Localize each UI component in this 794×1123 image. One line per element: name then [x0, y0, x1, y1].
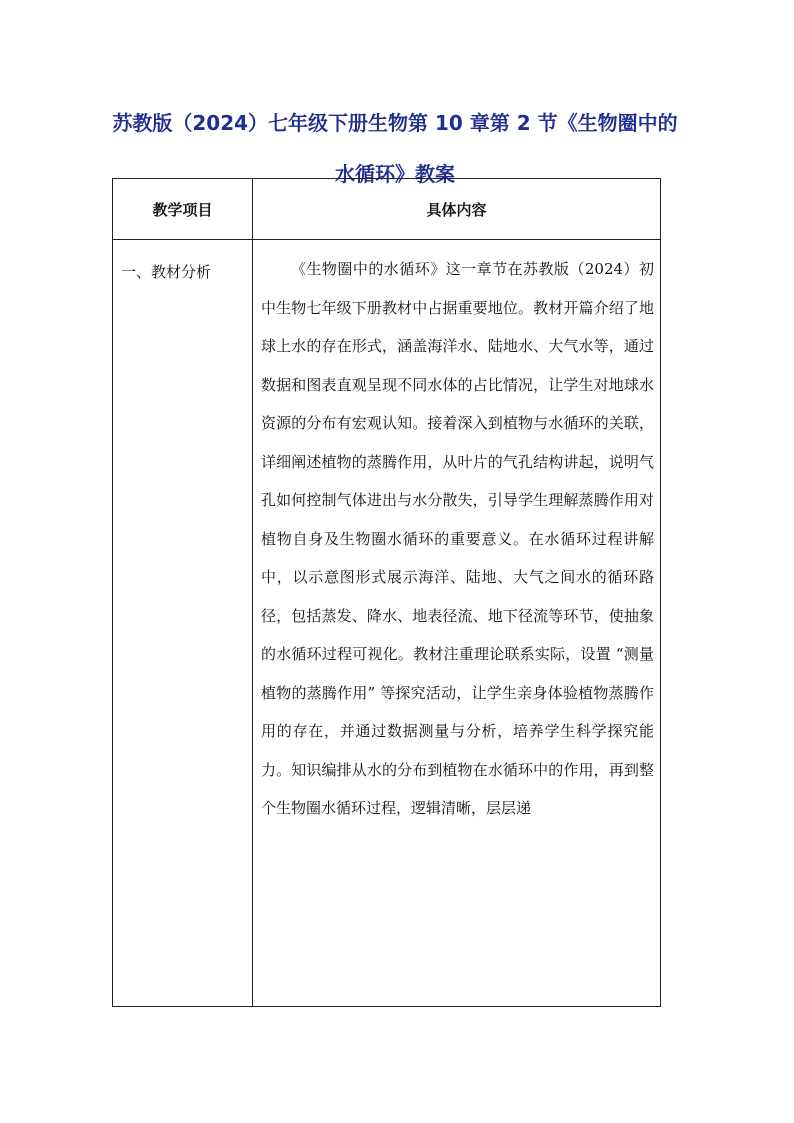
table-row [113, 240, 661, 1007]
row-content-text: 《生物圈中的水循环》这一章节在苏教版（2024）初中生物七年级下册教材中占据重要地位。教材开篇介绍了地球上水的存在形式，涵盖海洋水、陆地水、大气水等，通过数据和图表直观呈现不同水体的占比情况，让学生对地球水资源的分布有宏观认知。接着深入到植物与水循环的关联，详细阐述植物的蒸腾作用，从叶片的气孔结构讲起，说明气孔如何控制气体进出与水分散失，引导学生理解蒸腾作用对植物自身及生物圈水循环的重要意义。在水循环过程讲解中，以示意图形式展示海洋、陆地、大气之间水的循环路径，包括蒸发、降水、地表径流、地下径流等环节，使抽象的水循环过程可视化。教材注重理论联系实际，设置 “测量植物的蒸腾作用” 等探究活动，让学生亲身体验植物蒸腾作用的存在，并通过数据测量与分析，培养学生科学探究能力。知识编排从水的分布到植物在水循环中的作用，再到整个生物圈水循环过程，逻辑清晰，层层递 [253, 240, 661, 1007]
row-item-label: 一、教材分析 [113, 240, 253, 1007]
header-specific-content: 具体内容 [253, 179, 661, 240]
lesson-plan-table [112, 178, 661, 1007]
document-title: 苏教版（2024）七年级下册生物第 10 章第 2 节《生物圈中的水循环》教案 [112, 111, 678, 186]
header-teaching-item: 教学项目 [113, 179, 253, 240]
table-header-row [113, 179, 661, 240]
